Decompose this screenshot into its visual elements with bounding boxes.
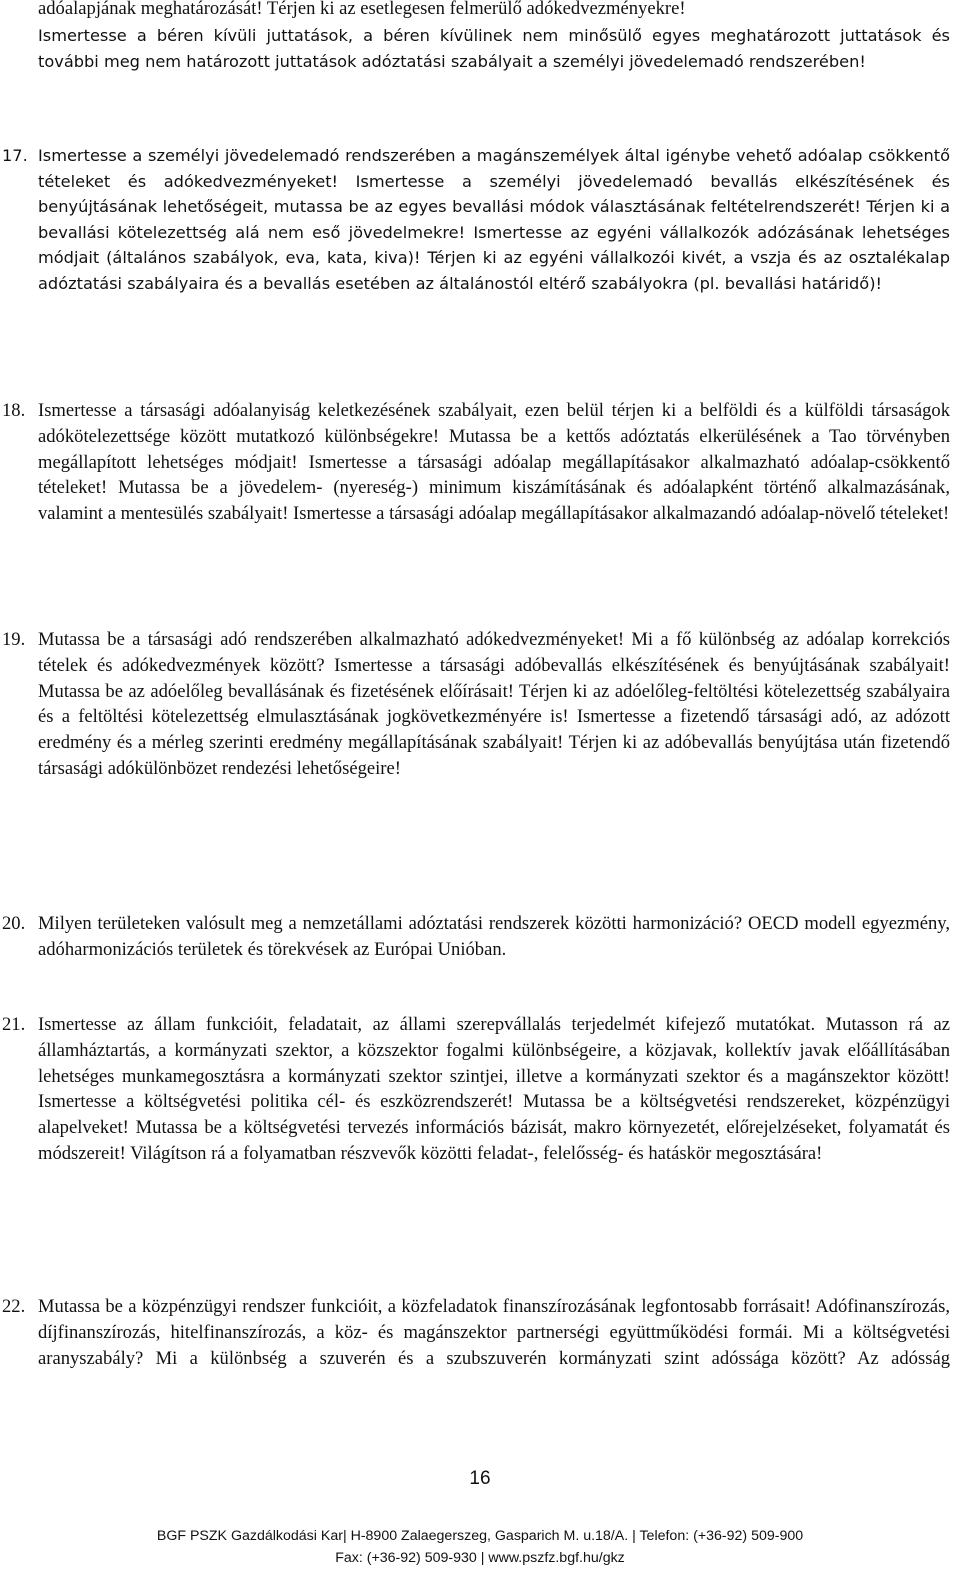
intro-paragraph [38,23,950,74]
page-number: 16 [469,1468,491,1489]
question-text: Ismertesse a személyi jövedelemadó rendszerében a magánszemélyek által igénybe vehető adóalap csökkentő tételeket és adókedvezményeket! Ismertesse a személyi jövedelemadó bevallás elkészítésének és benyújtásának lehetőségeit, mutassa be az egyes bevallási módok választásának feltételrendszerét! Térjen ki a bevallási kötelezettség alá nem eső jövedelmekre! Ismertesse az egyéni vállalkozók adózásának lehetséges módjait (általános szabályok, eva, kata, kiva)! Térjen ki az egyéni vállalkozói kivét, a vszja és az osztalékalap adóztatási szabályaira és a bevallás esetében az általánostól eltérő szabályokra (pl. bevallási határidő)! [38,146,950,293]
intro-line-1 [38,0,950,22]
footer-address: BGF PSZK Gazdálkodási Kar| H-8900 Zalaegerszeg, Gasparich M. u.18/A. | Telefon: (+36-92) 509-900 [156,1528,804,1544]
intro-line-1-text: adóalapjának meghatározását! Térjen ki az esetlegesen felmerülő adókedvezményekre! [38,0,686,19]
question-text: Ismertesse a társasági adóalanyiság keletkezésének szabályait, ezen belül térjen ki a belföldi és a külföldi társaságok adókötelezettsége között mutatkozó különbségekre! Mutassa be a kettős adóztatás elkerülésének a Tao törvényben megállapított lehetséges módjait! Ismertesse a társasági adóalap megállapításakor alkalmazható adóalap-csökkentő tételeket! Mutassa be a jövedelem- (nyereség-) minimum kiszámításának és adóalapként történő alkalmazásának, valamint a mentesülés szabályait! Ismertesse a társasági adóalap megállapításakor alkalmazandó adóalap-növelő tételeket! [38,400,950,525]
question-text: Mutassa be a közpénzügyi rendszer funkcióit, a közfeladatok finanszírozásának legfontosabb forrásait! Adófinanszírozás, díjfinanszírozás, hitelfinanszírozás, a köz- és magánszektor partnerségi együttműködési formái. Mi a költségvetési aranyszabály? Mi a különbség a szuverén és a szubszuverén kormányzati szint adóssága között? Az adósság [38,1296,950,1369]
question-text: Mutassa be a társasági adó rendszerében alkalmazható adókedvezményeket! Mi a fő különbség az adóalap korrekciós tételek és adókedvezmények között? Ismertesse a társasági adóbevallás elkészítésének és benyújtásának szabályait! Mutassa be az adóelőleg bevallásának és fizetésének előírásait! Térjen ki az adóelőleg-feltöltési kötelezettség szabályaira és a feltöltési kötelezettség elmulasztásának jogkövetkezményére is! Ismertesse a fizetendő társasági adó, az adózott eredmény és a mérleg szerinti eredmény megállapításának szabályait! Térjen ki az adóbevallás benyújtása után fizetendő társasági adókülönbözet rendezési lehetőségeire! [38,629,950,779]
question-number: 17. [2,146,28,165]
question-number: 21. [2,1014,26,1035]
question-number: 19. [2,629,26,650]
footer-contact: Fax: (+36-92) 509-930 | www.pszfz.bgf.hu/gkz [335,1550,625,1566]
question-text: Milyen területeken valósult meg a nemzetállami adóztatási rendszerek közötti harmonizáció? OECD modell egyezmény, adóharmonizációs területek és törekvések az Európai Unióban. [38,913,950,960]
question-text: Ismertesse az állam funkcióit, feladatait, az állami szerepvállalás terjedelmét kifejező mutatókat. Mutasson rá az államháztartás, a kormányzati szektor, a közszektor fogalmi különbségeire, a közjavak, kollektív javak előállításában lehetséges munkamegosztásra a kormányzati szektor szintjei, illetve a kormányzati szektor és a magánszektor között! Ismertesse a költségvetési politika cél- és eszközrendszerét! Mutassa be a költségvetési rendszereket, közpénzügyi alapelveket! Mutassa be a költségvetési tervezés információs bázisát, makro környezetét, előrejelzéseket, folyamatát és módszereit! Világítson rá a folyamatban részvevők közötti feladat-, felelősség- és hatáskör megosztására! [38,1014,950,1164]
question-number: 22. [2,1296,26,1317]
question-number: 18. [2,400,26,421]
intro-paragraph-text: Ismertesse a béren kívüli juttatások, a béren kívülinek nem minősülő egyes meghatározott juttatások és további meg nem határozott juttatások adóztatási szabályait a személyi jövedelemadó rendszerében! [38,26,950,71]
question-number: 20. [2,913,26,934]
